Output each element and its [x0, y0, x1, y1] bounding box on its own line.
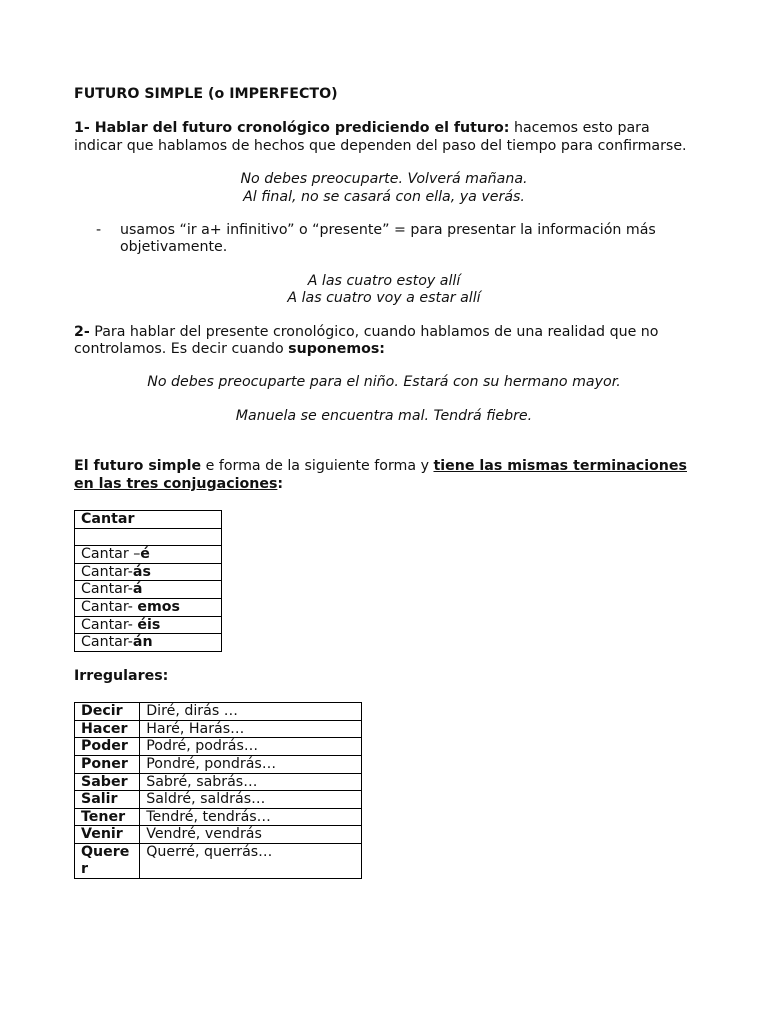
section-2-bold: suponemos:	[288, 341, 385, 358]
stem: Cantar –	[81, 546, 141, 563]
stem: Cantar-	[81, 616, 138, 633]
examples-1	[74, 171, 694, 206]
table-row	[75, 511, 222, 529]
forms-cell: Sabré, sabrás…	[140, 773, 362, 791]
ending: á	[132, 581, 143, 598]
intro-text: e forma de la siguiente forma y	[201, 458, 434, 475]
verb-cell: Poner	[75, 756, 140, 774]
example-line: Al final, no se casará con ella, ya verás.	[243, 188, 525, 205]
forms-cell: Querré, querrás…	[140, 844, 362, 879]
table-cell	[75, 563, 222, 581]
verb-cell: Saber	[75, 773, 140, 791]
forms-cell: Diré, dirás …	[140, 703, 362, 721]
intro-underlined: tiene las mismas terminaciones en las tres conjugaciones	[74, 458, 687, 492]
ending: éis	[137, 616, 161, 633]
cantar-table	[74, 510, 222, 652]
section-1-text: hacemos esto para indicar que hablamos de hechos que dependen del paso del tiempo para confirmarse.	[74, 120, 687, 154]
table-cell	[75, 599, 222, 617]
table-row	[75, 720, 362, 738]
section-2	[74, 324, 694, 359]
verb-cell: Venir	[75, 826, 140, 844]
table-row	[75, 773, 362, 791]
table-row	[75, 581, 222, 599]
irregulares-table	[74, 702, 362, 879]
table-row	[75, 738, 362, 756]
table-row	[75, 599, 222, 617]
stem: Cantar-	[81, 599, 138, 616]
page-title: FUTURO SIMPLE (o IMPERFECTO)	[74, 86, 338, 102]
verb-cell: Salir	[75, 791, 140, 809]
table-row	[75, 546, 222, 564]
forms-cell: Haré, Harás…	[140, 720, 362, 738]
bullet-text: usamos “ir a+ infinitivo” o “presente” = para presentar la información más objetivamente.	[120, 222, 656, 256]
example-line: A las cuatro estoy allí	[307, 272, 461, 289]
intro-colon: :	[277, 475, 284, 492]
table-header: Cantar	[75, 511, 222, 529]
table-row	[75, 563, 222, 581]
table-cell	[75, 634, 222, 652]
verb-cell: Hacer	[75, 720, 140, 738]
section-2-number: 2-	[74, 323, 90, 340]
table-cell	[75, 616, 222, 634]
examples-2	[74, 273, 694, 308]
ending: án	[132, 634, 153, 651]
intro-bold: El futuro simple	[74, 458, 202, 475]
verb-cell: Decir	[75, 703, 140, 721]
section-1-heading: 1- Hablar del futuro cronológico prediciendo el futuro:	[74, 120, 510, 137]
table-row	[75, 528, 222, 546]
table-row	[75, 634, 222, 652]
table-row	[75, 791, 362, 809]
example-line: No debes preocuparte para el niño. Estará con su hermano mayor.	[147, 374, 621, 391]
example-line: A las cuatro voy a estar allí	[287, 290, 481, 307]
forms-cell: Podré, podrás…	[140, 738, 362, 756]
ending: ás	[132, 563, 151, 580]
ending: é	[140, 546, 150, 563]
stem: Cantar-	[81, 634, 133, 651]
forms-cell: Saldré, saldrás…	[140, 791, 362, 809]
forms-cell: Tendré, tendrás…	[140, 808, 362, 826]
stem: Cantar-	[81, 563, 133, 580]
verb-cell: Querer	[75, 844, 140, 879]
forms-cell: Vendré, vendrás	[140, 826, 362, 844]
table-cell	[75, 581, 222, 599]
bullet-item	[74, 222, 694, 257]
section-2-text: Para hablar del presente cronológico, cuando hablamos de una realidad que no controlamos. Es decir cuando	[74, 323, 659, 358]
table-row	[75, 808, 362, 826]
verb-cell: Poder	[75, 738, 140, 756]
document-page	[74, 86, 694, 879]
verb-cell: Tener	[75, 808, 140, 826]
ending: emos	[137, 599, 181, 616]
table-row	[75, 756, 362, 774]
irregulares-title: Irregulares:	[74, 667, 169, 684]
table-row	[75, 844, 362, 879]
stem: Cantar-	[81, 581, 133, 598]
example-line: Manuela se encuentra mal. Tendrá fiebre.	[235, 407, 533, 424]
table-row	[75, 616, 222, 634]
forms-cell: Pondré, pondrás…	[140, 756, 362, 774]
table-cell-empty	[75, 528, 222, 546]
table-row	[75, 826, 362, 844]
example-line: No debes preocuparte. Volverá mañana.	[240, 171, 528, 188]
bullet-dash: -	[96, 222, 102, 239]
table-row	[75, 703, 362, 721]
conjugation-intro	[74, 458, 694, 493]
section-1	[74, 120, 694, 155]
table-cell	[75, 546, 222, 564]
